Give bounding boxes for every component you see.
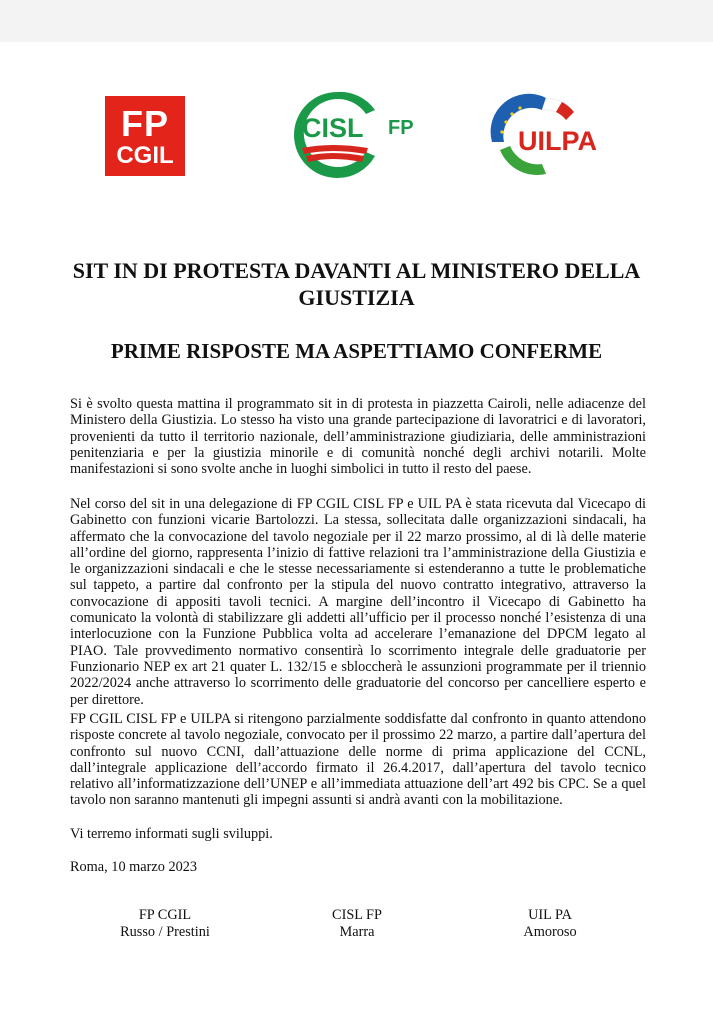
paragraph-2: Nel corso del sit in una delegazione di FP CGIL CISL FP e UIL PA è stata ricevuta dal Vicecapo di Gabinetto con funzioni vicarie Bartolozzi. La stessa, sollecitata dalle organizzazioni sindacali, ha affermato che la convocazione del tavolo negoziale per il 22 marzo prossimo, al di là delle materie all’ordine del giorno, rappresenta l’inizio di fattive relazioni tra l’amministrazione della Giustizia e le organizzazioni sindacali e che le stesse necessariamente si estenderanno a tutte le problematiche sul tappeto, a partire dal confronto per la stipula del nuovo contratto integrativo, attraverso la convocazione di appositi tavoli tecnici. A margine dell’incontro il Vicecapo di Gabinetto ha comunicato la volontà di stabilizzare gli addetti all’ufficio per il processo nonché l’esistenza di una interlocuzione con la Funzione Pubblica volta ad accelerare l’emanazione del DPCM legato al PIAO. Tale provvedimento normativo consentirà lo scorrimento integrale delle graduatorie per Funzionario NEP ex art 21 quater L. 132/15 e sbloccherà le assunzioni programmate per il triennio 2022/2024 anche attraverso lo scorrimento delle graduatorie del concorso per cancelliere esperto e per direttore. bbox=[70, 496, 646, 708]
cisl-logo-fp: FP bbox=[388, 117, 414, 139]
signature-names: Amoroso bbox=[523, 924, 577, 940]
document-subtitle: PRIME RISPOSTE MA ASPETTIAMO CONFERME bbox=[110, 339, 603, 363]
signature-cisl-fp bbox=[267, 907, 447, 941]
top-bar bbox=[0, 0, 713, 42]
uilpa-logo bbox=[486, 92, 616, 178]
fp-cgil-logo bbox=[105, 96, 185, 176]
closing-line: Vi terremo informati sugli sviluppi. bbox=[70, 826, 273, 842]
cisl-logo-text: CISL bbox=[302, 113, 364, 143]
signature-org: FP CGIL bbox=[138, 907, 192, 923]
paragraph-1: Si è svolto questa mattina il programmato sit in di protesta in piazzetta Cairoli, nelle adiacenze del Ministero della Giustizia. Lo stesso ha visto una grande partecipazione di lavoratrici e di lavoratori, provenienti da tutto il territorio nazionale, dell’amministrazione giudiziaria, delle amministrazioni penitenziaria e per la giustizia minorile e di comunità nonché degli archivi notarili. Molte manifestazioni si sono svolte anche in luoghi simbolici in tutto il resto del paese. bbox=[70, 396, 646, 478]
signature-fp-cgil bbox=[75, 907, 255, 941]
uilpa-logo-text: UILPA bbox=[518, 126, 597, 156]
signature-uil-pa bbox=[460, 907, 640, 941]
signature-org: CISL FP bbox=[332, 907, 382, 923]
place-date: Roma, 10 marzo 2023 bbox=[70, 859, 198, 875]
paragraph-3: FP CGIL CISL FP e UILPA si ritengono parzialmente soddisfatte dal confronto in quanto attendono risposte concrete al tavolo negoziale, convocato per il prossimo 22 marzo, a partire dall’apertura del confronto sul nuovo CCNI, dall’attuazione delle norme di prima applicazione del CCNL, dall’integrale applicazione dell’accordo firmato il 26.4.2017, dall’apertura del tavolo tecnico relativo all’informatizzazione dell’UNEP e all’immediata attuazione dell’art 492 bis CPC. Se a quel tavolo non saranno mantenuti gli impegni assunti si andrà avanti con la mobilitazione. bbox=[70, 711, 646, 809]
signature-names: Russo / Prestini bbox=[120, 924, 210, 940]
signature-names: Marra bbox=[339, 924, 375, 940]
signature-org: UIL PA bbox=[528, 907, 572, 923]
fp-cgil-logo-line1: FP bbox=[120, 103, 169, 144]
cisl-fp-logo bbox=[292, 90, 432, 180]
fp-cgil-logo-line2: CGIL bbox=[116, 142, 174, 169]
document-title: SIT IN DI PROTESTA DAVANTI AL MINISTERO DELLA GIUSTIZIA bbox=[72, 258, 641, 310]
